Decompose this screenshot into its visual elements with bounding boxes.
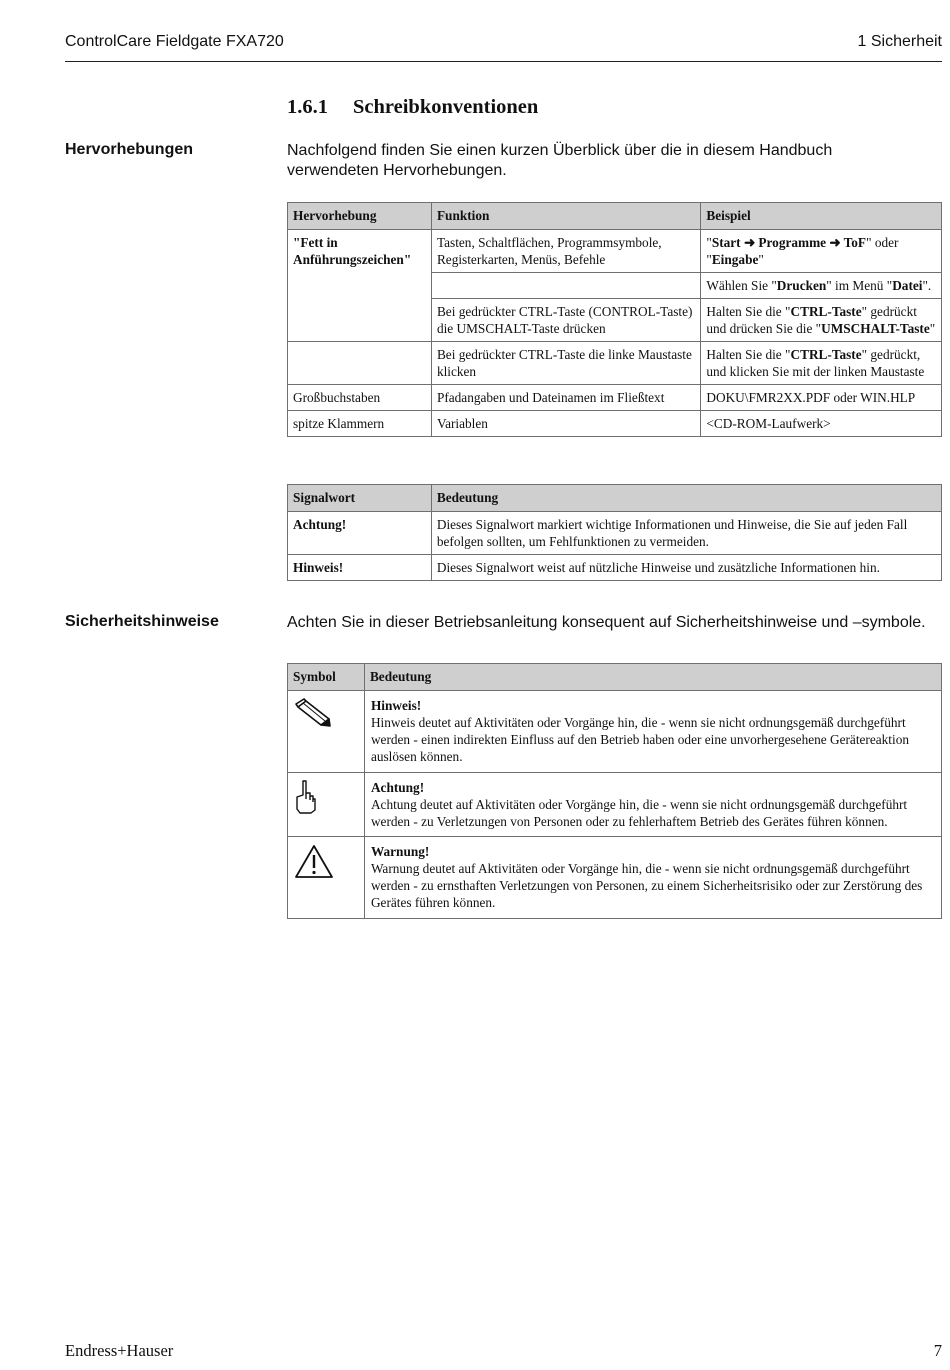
table-cell: spitze Klammern (288, 411, 432, 437)
bold-text: "Fett in Anführungszeichen" (293, 235, 412, 267)
symbol-table (287, 663, 942, 919)
table-row (288, 837, 942, 919)
cell-text: Halten Sie die " (706, 304, 791, 319)
bold-text: Hinweis! (293, 560, 344, 575)
bold-text: Datei (892, 278, 923, 293)
bold-text: Warnung! (370, 844, 430, 859)
intro-paragraph: Nachfolgend finden Sie einen kurzen Überblick über die in diesem Handbuch verwendeten Hervorhebungen. (287, 142, 833, 179)
symbol-title (371, 779, 935, 796)
table-cell (288, 773, 365, 837)
emphasis-table (287, 202, 942, 437)
cell-text: " (758, 252, 764, 267)
table-header-row (288, 485, 942, 512)
pencil-icon (294, 697, 332, 729)
cell-text: " (706, 235, 712, 250)
table-cell: Bei gedrückter CTRL-Taste (CONTROL-Taste) die UMSCHALT-Taste drücken (431, 299, 700, 342)
table-cell: Variablen (431, 411, 700, 437)
section-heading (287, 96, 538, 119)
bold-text: UMSCHALT-Taste (821, 321, 930, 336)
bold-text: Eingabe (711, 252, 759, 267)
table-cell: <CD-ROM-Laufwerk> (701, 411, 942, 437)
warning-triangle-icon (294, 843, 334, 879)
table-cell (431, 273, 700, 299)
bold-text: CTRL-Taste (790, 304, 862, 319)
table-cell (288, 512, 432, 555)
table-row (288, 555, 942, 581)
col-header: Signalwort (288, 485, 432, 512)
bold-text: Start ➜ Programme ➜ ToF (711, 235, 867, 250)
table-cell (701, 230, 942, 273)
table-cell (288, 342, 432, 385)
table-row (288, 773, 942, 837)
symbol-description: Hinweis deutet auf Aktivitäten oder Vorgänge hin, die - wenn sie nicht ordnungsgemäß durchgeführt werden - einen indirekten Einfluss auf den Betrieb haben oder eine unvorhergesehene Gerätereaktion auslösen können. (370, 715, 909, 764)
bold-text: Achtung! (370, 780, 425, 795)
col-header: Funktion (431, 203, 700, 230)
cell-text: Halten Sie die " (706, 347, 791, 362)
pointing-hand-icon (294, 779, 318, 815)
cell-text: " (929, 321, 936, 336)
safety-intro-paragraph: Achten Sie in dieser Betriebsanleitung konsequent auf Sicherheitshinweise und –symbole. (287, 614, 926, 631)
cell-text: ". (922, 278, 932, 293)
table-row (288, 342, 942, 385)
section-number: 1.6.1 (287, 96, 328, 118)
table-cell (701, 342, 942, 385)
table-row (288, 230, 942, 273)
bold-text: CTRL-Taste (790, 347, 862, 362)
cell-text: " im Menü " (826, 278, 893, 293)
table-cell (288, 837, 365, 919)
table-cell: Tasten, Schaltflächen, Programmsymbole, Registerkarten, Menüs, Befehle (431, 230, 700, 273)
col-header: Hervorhebung (288, 203, 432, 230)
table-cell (288, 555, 432, 581)
table-row (288, 411, 942, 437)
cell-text: " gedrückt, und klicken Sie mit der linken Maustaste (706, 347, 925, 379)
table-header-row (288, 664, 942, 691)
table-cell (701, 299, 942, 342)
col-header: Bedeutung (364, 664, 941, 691)
symbol-title (371, 843, 935, 860)
table-cell (288, 230, 432, 342)
sidebar-heading-hervorhebungen: Hervorhebungen (65, 141, 194, 158)
table-cell: Großbuchstaben (288, 385, 432, 411)
col-header: Beispiel (701, 203, 942, 230)
sidebar-heading-sicherheitshinweise: Sicherheitshinweise (65, 613, 219, 630)
cell-text: Wählen Sie " (706, 278, 777, 293)
section-title: Schreibkonventionen (353, 96, 539, 118)
table-cell (701, 273, 942, 299)
bold-text: Achtung! (293, 517, 347, 532)
cell-text: " gedrückt und drücken Sie die " (706, 304, 917, 336)
header-product: ControlCare Fieldgate FXA720 (65, 33, 284, 50)
signalword-table (287, 484, 942, 581)
table-cell (364, 691, 941, 773)
footer-brand: Endress+Hauser (65, 1341, 174, 1360)
table-cell (364, 773, 941, 837)
table-cell (364, 837, 941, 919)
col-header: Symbol (288, 664, 365, 691)
table-cell (288, 691, 365, 773)
table-row (288, 691, 942, 773)
table-header-row (288, 203, 942, 230)
table-row (288, 385, 942, 411)
symbol-description: Warnung deutet auf Aktivitäten oder Vorgänge hin, die - wenn sie nicht ordnungsgemäß durchgeführt werden - zu ernsthaften Verletzungen von Personen, zu einem Sicherheitsrisiko oder zur Zerstörung des Gerätes führen können. (370, 861, 923, 910)
table-cell: Dieses Signalwort weist auf nützliche Hinweise und zusätzliche Informationen hin. (431, 555, 941, 581)
table-row (288, 512, 942, 555)
table-cell: Bei gedrückter CTRL-Taste die linke Maustaste klicken (431, 342, 700, 385)
table-cell: DOKU\FMR2XX.PDF oder WIN.HLP (701, 385, 942, 411)
symbol-description: Achtung deutet auf Aktivitäten oder Vorgänge hin, die - wenn sie nicht ordnungsgemäß durchgeführt werden - zu Verletzungen von Personen oder zu fehlerhaftem Betrieb des Gerätes führen können. (370, 797, 908, 829)
symbol-title (371, 697, 935, 714)
page-number: 7 (933, 1341, 942, 1360)
header-chapter: 1 Sicherheit (857, 33, 942, 50)
page-header (65, 31, 942, 62)
table-cell: Dieses Signalwort markiert wichtige Informationen und Hinweise, die Sie auf jeden Fall befolgen sollten, um Fehlfunktionen zu vermeiden. (431, 512, 941, 555)
table-cell: Pfadangaben und Dateinamen im Fließtext (431, 385, 700, 411)
bold-text: Hinweis! (370, 698, 422, 713)
bold-text: Drucken (776, 278, 827, 293)
cell-text: " oder " (706, 235, 899, 267)
col-header: Bedeutung (431, 485, 941, 512)
